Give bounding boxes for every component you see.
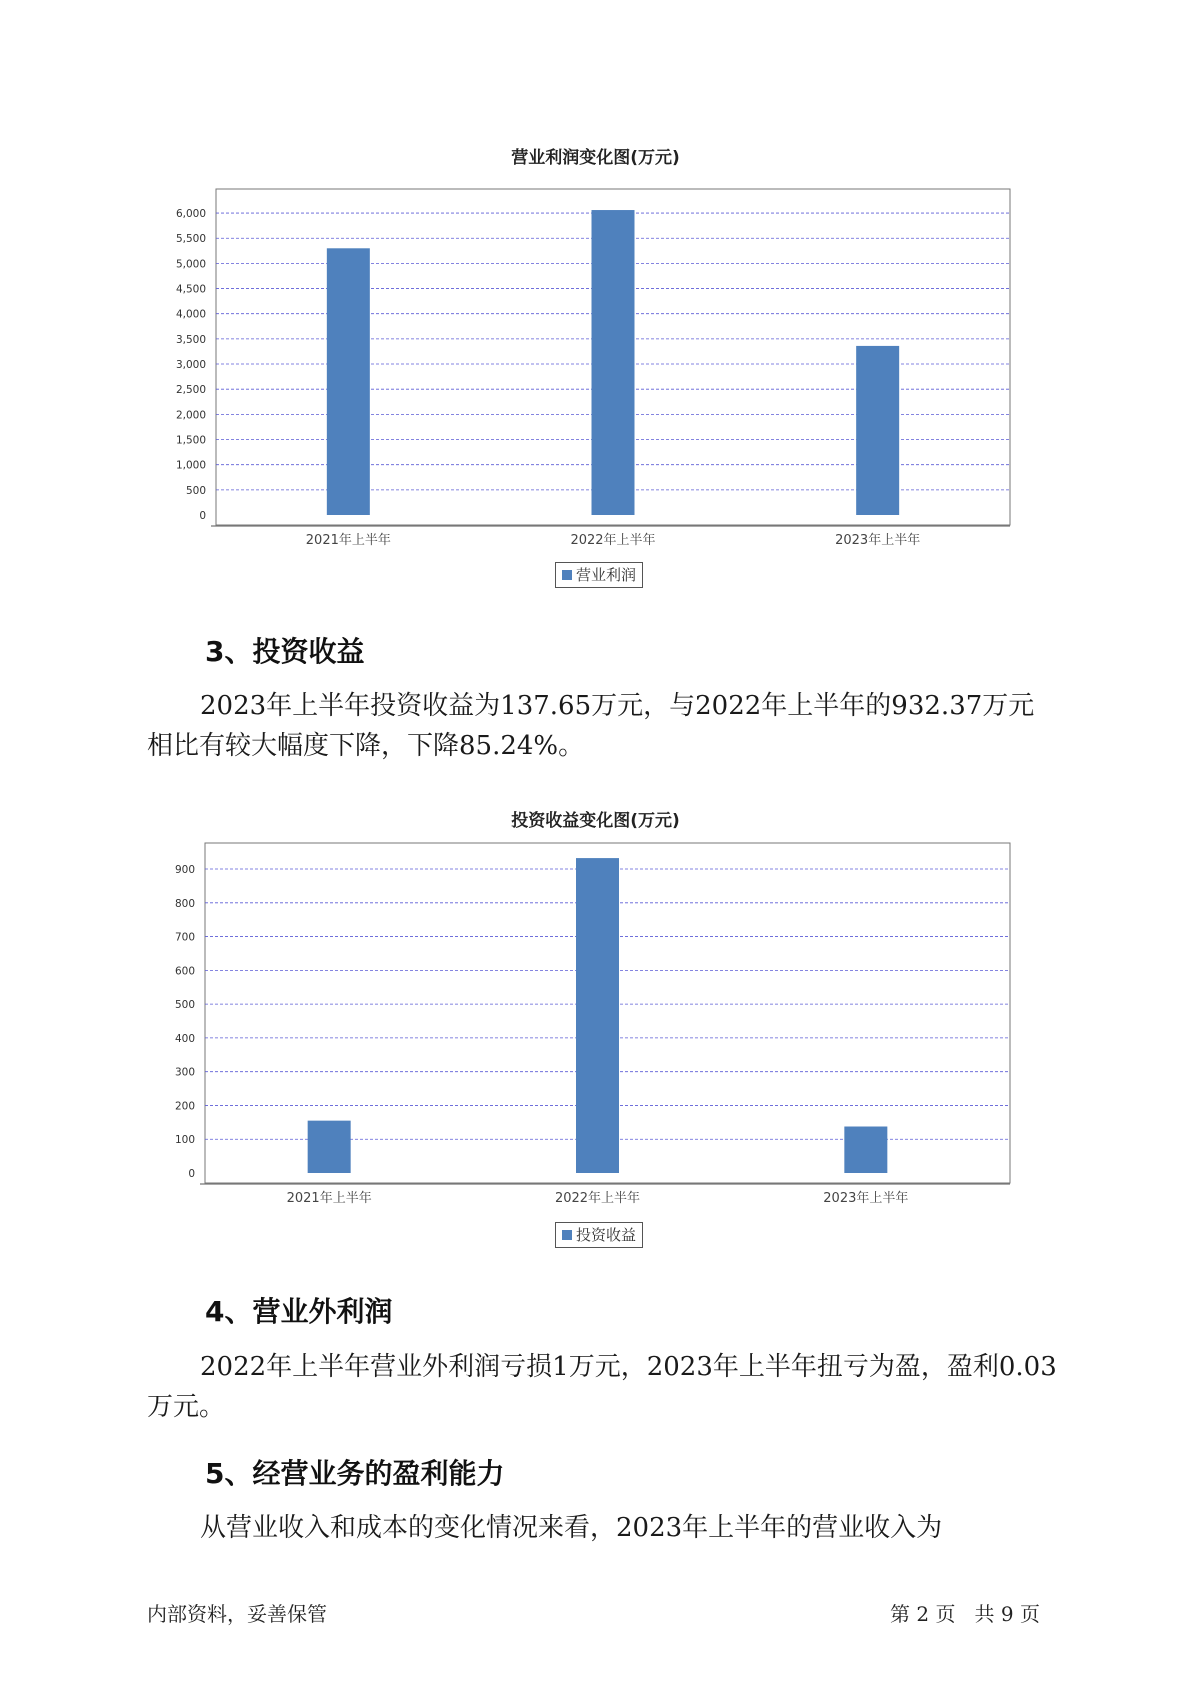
chart1-xtick-label: 2021年上半年: [305, 533, 391, 548]
chart1-ytick-label: 6,000: [175, 208, 206, 221]
section3-heading: 3、投资收益: [205, 635, 365, 668]
chart1-ytick-label: 5,000: [175, 258, 206, 271]
chart2-bar: [576, 858, 619, 1173]
section4-line-1: 2022年上半年营业外利润亏损1万元，2023年上半年扭亏为盈，盈利0.03: [200, 1352, 1057, 1382]
section4-paragraph: [147, 1347, 1087, 1427]
footer-page-number: 第 2 页 共 9 页: [890, 1602, 1040, 1626]
section3-line-1: 2023年上半年投资收益为137.65万元，与2022年上半年的932.37万元: [200, 691, 1035, 721]
chart2-ytick-label: 100: [174, 1134, 195, 1147]
section5-line-1: 从营业收入和成本的变化情况来看，2023年上半年的营业收入为: [200, 1513, 943, 1543]
chart1-ytick-label: 2,500: [175, 384, 206, 397]
chart2-legend-label: 投资收益: [576, 1226, 637, 1244]
chart1-ytick-label: 4,500: [175, 283, 206, 296]
chart1-xtick-label: 2023年上半年: [835, 533, 921, 548]
chart1-ytick-label: 5,500: [175, 233, 206, 246]
chart1-ytick-label: 2,000: [175, 409, 206, 422]
chart2-ytick-label: 800: [174, 897, 195, 910]
chart2-ytick-label: 400: [174, 1032, 195, 1045]
chart2-ytick-label: 200: [174, 1100, 195, 1113]
chart1-ytick-label: 3,500: [175, 333, 206, 346]
chart2-legend: [555, 1222, 643, 1248]
chart2-ytick-label: 700: [174, 931, 195, 944]
section3-line-2: 相比有较大幅度下降，下降85.24%。: [147, 731, 585, 761]
chart1-ytick-label: 4,000: [175, 308, 206, 321]
chart1-ytick-label: 500: [185, 484, 206, 497]
chart2-xtick-label: 2022年上半年: [554, 1191, 641, 1206]
chart1-ytick-label: 0: [199, 510, 206, 522]
footer-confidential-note: 内部资料，妥善保管: [147, 1602, 327, 1626]
chart1-ytick-label: 3,000: [175, 359, 206, 372]
chart2-xtick-label: 2021年上半年: [286, 1191, 372, 1206]
chart1-xtick-label: 2022年上半年: [570, 533, 656, 548]
section5-paragraph: [147, 1508, 1087, 1548]
chart2-ytick-label: 900: [174, 864, 195, 877]
chart2-bar: [308, 1121, 351, 1173]
chart1-ytick-label: 1,500: [175, 434, 206, 447]
chart2-ytick-label: 600: [174, 965, 195, 978]
chart2-ytick-label: 0: [188, 1168, 195, 1180]
section4-line-2: 万元。: [147, 1392, 226, 1422]
chart2-bar: [844, 1127, 887, 1173]
chart1-ytick-label: 1,000: [175, 459, 206, 472]
chart1-title: 营业利润变化图(万元): [511, 148, 680, 168]
chart2-title: 投资收益变化图(万元): [511, 811, 680, 831]
section5-heading: 5、经营业务的盈利能力: [205, 1457, 505, 1490]
legend-swatch-icon: [562, 1230, 572, 1240]
chart2-ytick-label: 300: [174, 1066, 195, 1079]
section4-heading: 4、营业外利润: [205, 1295, 393, 1328]
chart2-xtick-label: 2023年上半年: [823, 1191, 909, 1206]
chart2-ytick-label: 500: [174, 999, 195, 1012]
chart1-legend-label: 营业利润: [576, 566, 637, 584]
